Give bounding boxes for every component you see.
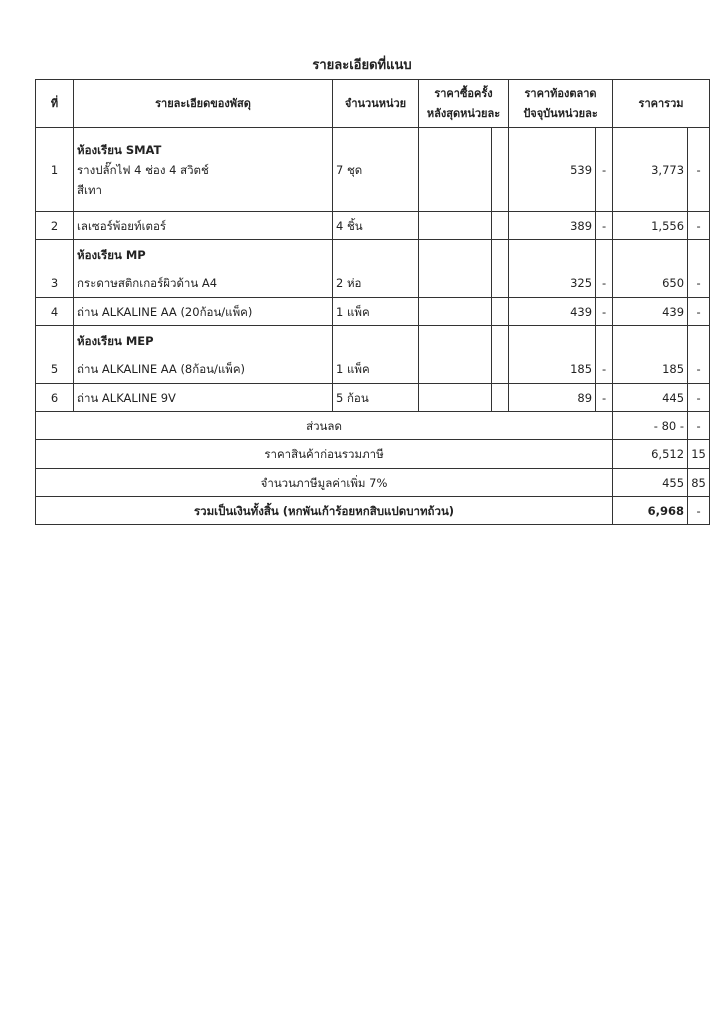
table-row xyxy=(36,212,710,240)
last-price-satang-cell xyxy=(492,326,509,384)
header-item: รายละเอียดของพัสดุ xyxy=(74,80,333,128)
market-price-cell: 325 xyxy=(509,240,596,298)
item-description-line1: กระดาษสติกเกอร์ผิวด้าน A4 xyxy=(77,275,218,290)
total-satang: - xyxy=(688,128,710,212)
section-heading-mep: ห้องเรียน MEP xyxy=(77,333,154,348)
total-satang: - xyxy=(688,212,710,240)
row-description: ถ่าน ALKALINE AA (20ก้อน/แพ็ค) xyxy=(74,298,333,326)
last-price-cell xyxy=(419,240,492,298)
row-quantity: 1 แพ็ค xyxy=(333,326,419,384)
row-quantity: 2 ห่อ xyxy=(333,240,419,298)
section-heading-smat: ห้องเรียน SMAT xyxy=(77,142,162,157)
last-price-satang-cell xyxy=(492,240,509,298)
row-quantity: 1 แพ็ค xyxy=(333,298,419,326)
row-quantity: 4 ชิ้น xyxy=(333,212,419,240)
last-price-satang-cell xyxy=(492,128,509,212)
last-price-satang-cell xyxy=(492,212,509,240)
row-quantity: 5 ก้อน xyxy=(333,384,419,412)
row-quantity: 7 ชุด xyxy=(333,128,419,212)
header-no: ที่ xyxy=(36,80,74,128)
last-price-cell xyxy=(419,212,492,240)
last-price-cell xyxy=(419,128,492,212)
header-total: ราคารวม xyxy=(613,80,710,128)
item-table xyxy=(35,79,710,525)
pretax-row xyxy=(36,440,710,469)
table-row xyxy=(36,128,710,212)
pretax-value: 6,512 xyxy=(613,440,688,469)
total-cell: 3,773 xyxy=(613,128,688,212)
row-description: เลเซอร์พ้อยท์เตอร์ xyxy=(74,212,333,240)
discount-label: ส่วนลด xyxy=(36,412,613,440)
row-number: 2 xyxy=(36,212,74,240)
total-satang: - xyxy=(688,384,710,412)
pretax-label: ราคาสินค้าก่อนรวมภาษี xyxy=(36,440,613,469)
last-price-cell xyxy=(419,298,492,326)
table-row xyxy=(36,240,710,298)
row-number: 4 xyxy=(36,298,74,326)
grand-total-row xyxy=(36,497,710,525)
total-satang: - xyxy=(688,240,710,298)
header-last-price-line2: หลังสุดหน่วยละ xyxy=(426,106,501,120)
document-title: รายละเอียดที่แนบ xyxy=(312,58,412,73)
item-description-line1: ถ่าน ALKALINE AA (8ก้อน/แพ็ค) xyxy=(77,361,246,376)
pretax-satang: 15 xyxy=(688,440,710,469)
row-description xyxy=(74,326,333,384)
header-row xyxy=(36,80,710,128)
discount-value: - 80 - xyxy=(613,412,688,440)
section-heading-mp: ห้องเรียน MP xyxy=(77,247,146,262)
market-price-cell: 439 xyxy=(509,298,596,326)
market-price-satang: - xyxy=(596,212,613,240)
table-row xyxy=(36,326,710,384)
header-market-price-line1: ราคาท้องตลาด xyxy=(524,86,597,100)
total-cell: 439 xyxy=(613,298,688,326)
row-description: ถ่าน ALKALINE 9V xyxy=(74,384,333,412)
grand-total-value: 6,968 xyxy=(613,497,688,525)
row-number: 5 xyxy=(36,326,74,384)
header-last-price xyxy=(419,80,509,128)
total-cell: 185 xyxy=(613,326,688,384)
row-description xyxy=(74,128,333,212)
vat-row xyxy=(36,469,710,497)
market-price-satang: - xyxy=(596,384,613,412)
item-description-line1: รางปลั๊กไฟ 4 ช่อง 4 สวิตช์ xyxy=(77,162,209,177)
market-price-satang: - xyxy=(596,128,613,212)
discount-row xyxy=(36,412,710,440)
market-price-cell: 89 xyxy=(509,384,596,412)
total-satang: - xyxy=(688,326,710,384)
total-satang: - xyxy=(688,298,710,326)
grand-total-satang: - xyxy=(688,497,710,525)
market-price-cell: 539 xyxy=(509,128,596,212)
market-price-cell: 389 xyxy=(509,212,596,240)
vat-label: จำนวนภาษีมูลค่าเพิ่ม 7% xyxy=(36,469,613,497)
market-price-cell: 185 xyxy=(509,326,596,384)
row-number: 3 xyxy=(36,240,74,298)
table-row xyxy=(36,298,710,326)
table-row xyxy=(36,384,710,412)
market-price-satang: - xyxy=(596,298,613,326)
last-price-satang-cell xyxy=(492,298,509,326)
item-description-line2: สีเทา xyxy=(77,182,102,197)
header-qty: จำนวนหน่วย xyxy=(333,80,419,128)
grand-total-label: รวมเป็นเงินทั้งสิ้น (หกพันเก้าร้อยหกสิบแปดบาทถ้วน) xyxy=(36,497,613,525)
total-cell: 1,556 xyxy=(613,212,688,240)
total-cell: 650 xyxy=(613,240,688,298)
header-last-price-line1: ราคาซื้อครั้ง xyxy=(434,86,493,100)
last-price-satang-cell xyxy=(492,384,509,412)
row-number: 6 xyxy=(36,384,74,412)
row-description xyxy=(74,240,333,298)
market-price-satang: - xyxy=(596,240,613,298)
market-price-satang: - xyxy=(596,326,613,384)
vat-satang: 85 xyxy=(688,469,710,497)
row-number: 1 xyxy=(36,128,74,212)
total-cell: 445 xyxy=(613,384,688,412)
header-market-price xyxy=(509,80,613,128)
header-market-price-line2: ปัจจุบันหน่วยละ xyxy=(523,106,598,120)
last-price-cell xyxy=(419,384,492,412)
discount-satang: - xyxy=(688,412,710,440)
last-price-cell xyxy=(419,326,492,384)
vat-value: 455 xyxy=(613,469,688,497)
